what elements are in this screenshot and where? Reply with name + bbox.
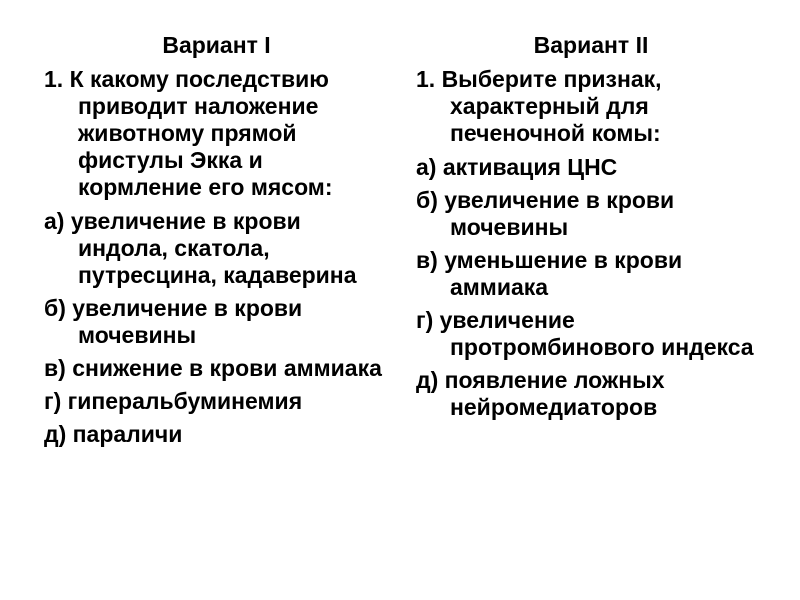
variant-1-option-d: г) гиперальбуминемия (44, 388, 303, 414)
variant-2-option-e: д) появление ложных нейромедиаторов (416, 367, 665, 420)
variant-2-column (416, 32, 766, 427)
variant-2-option-d: г) увеличение протромбинового индекса (416, 307, 754, 360)
variant-2-question: 1. Выберите признак, характерный для печеночной комы: (416, 66, 662, 146)
variant-2-option-c: в) уменьшение в крови аммиака (416, 247, 683, 300)
variant-2-option-b: б) увеличение в крови мочевины (416, 187, 675, 240)
variant-1-column (44, 32, 389, 454)
variant-1-title: Вариант I (162, 32, 271, 58)
variant-1-option-a: а) увеличение в крови индола, скатола, путресцина, кадаверина (44, 208, 357, 288)
variant-1-option-e: д) параличи (44, 421, 183, 447)
variant-1-option-c: в) снижение в крови аммиака (44, 355, 382, 381)
variant-1-option-b: б) увеличение в крови мочевины (44, 295, 303, 348)
variant-2-title: Вариант II (533, 32, 649, 58)
variant-1-question: 1. К какому последствию приводит наложение животному прямой фистулы Экка и кормление его мясом: (44, 66, 333, 200)
variant-2-option-a: а) активация ЦНС (416, 154, 618, 180)
